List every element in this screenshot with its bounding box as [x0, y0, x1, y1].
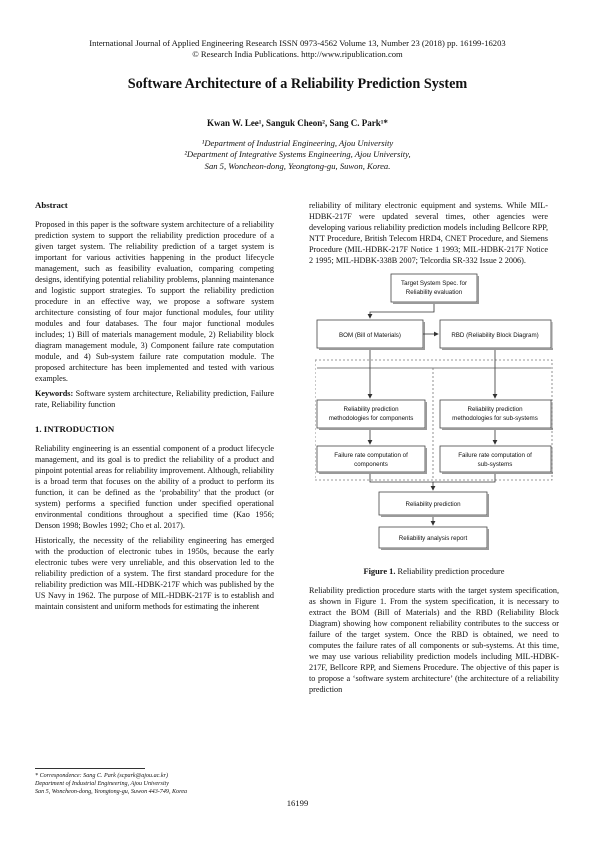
affiliations: [40, 138, 555, 172]
box-fr-components: [317, 446, 425, 472]
abstract-heading: Abstract: [35, 200, 68, 210]
label-fr-sub-1: Failure rate computation of: [458, 452, 532, 459]
figure-caption: [309, 567, 559, 576]
label-report: Reliability analysis report: [398, 535, 468, 542]
keywords-text: Software system architecture, Reliability prediction, Failure rate, Reliability function: [35, 389, 274, 409]
label-spec-1: Target System Spec. for: [400, 280, 468, 287]
journal-header-line1: International Journal of Applied Engineering Research ISSN 0973-4562 Volume 13, Number 23 (2018) pp. 16199-16203: [89, 38, 506, 48]
label-spec-2: Reliability evaluation: [405, 289, 463, 296]
left-column: [35, 200, 274, 612]
intro-paragraph-2: Historically, the necessity of the reliability engineering has emerged with the production of electronic tubes in 1950s, because the early electronic tubes were very unreliable, and this observation led to the reliability prediction of a system. The first standard procedure for the reliability prediction was MIL-HDBK-217F which was published by the US Navy in 1962. The purpose of MIL-HDBK-217F is to establish and maintain consistent and uniform methods for estimating the inherent: [35, 536, 274, 611]
figure-caption-label: Figure 1.: [363, 567, 396, 576]
footnote-line2: Department of Industrial Engineering, Ajou University: [35, 781, 169, 788]
footnote-line1: * Correspondence: Sang C. Park (scpark@ajou.ac.kr): [35, 773, 168, 779]
right-column-bottom: [309, 585, 559, 695]
right-column: [309, 200, 548, 266]
label-method-comp-1: Reliability prediction: [343, 406, 399, 413]
right-bottom-paragraph: Reliability prediction procedure starts with the target system specification, as shown in Figure 1. From the system specification, it is necessary to extract the BOM (Bill of Materials) and the RBD (Reliability Block Diagram) showing how component reliability contributes to the success or failure of the target system. Once the RBD is obtained, we need to computes the failure rates of all components or sub-systems. At this time, we may use various reliability prediction models including MIL-HDBK-217F, Bellcore RPP, and Siemens Procedure. The objective of this paper is to propose a ‘software system architecture’ (the architecture of a reliability prediction: [309, 586, 559, 694]
introduction-heading: 1. INTRODUCTION: [35, 424, 115, 434]
label-rbd: RBD (Reliability Block Diagram): [451, 332, 539, 339]
affiliation-3: San 5, Woncheon-dong, Yeongtong-gu, Suwon, Korea.: [204, 160, 391, 171]
affiliation-1: ¹Department of Industrial Engineering, Ajou University: [201, 138, 394, 148]
intro-paragraph-1: Reliability engineering is an essential component of a product lifecycle management, and its goal is to predict the reliability of a product and pinpoint potential areas for reliability improvement. Although, reliability is a broad term that focuses on the ability of a product to perform its function, it can be defined as the ‘probability’ that the product (or system) performs a specified function under specified operational environmental conditions throughout a specified time (Kao 1956; Denson 1998; Bowles 1992; Cho et al. 2017).: [35, 444, 274, 530]
label-fr-sub-2: sub-systems: [477, 461, 513, 468]
journal-header: [40, 38, 555, 59]
label-method-sub-1: Reliability prediction: [467, 406, 523, 413]
paper-title: Software Architecture of a Reliability Prediction System: [127, 76, 468, 92]
box-method-subsystems: [440, 400, 551, 428]
affiliation-2: ²Department of Integrative Systems Engineering, Ajou University,: [184, 149, 411, 160]
right-top-paragraph: reliability of military electronic equipment and systems. While MIL-HDBK-217F were updated several times, other agencies were developing various reliability prediction models including Bellcore RPP, NTT Procedure, British Telecom HRD4, CNET Procedure, and Siemens Procedure (MIL-HDBK-217F Notice 1 1993; MIL-HDBK-217F Notice 2 1995; MIL-HDBK-338B 2007; Telcordia SR-332 Issue 2 2006).: [309, 201, 548, 265]
figure-1: [315, 268, 553, 566]
footnote: [35, 772, 295, 797]
box-method-components: [317, 400, 425, 428]
label-method-comp-2: methodologies for components: [328, 415, 414, 422]
label-fr-comp-2: components: [354, 461, 388, 468]
keywords-label: Keywords:: [35, 389, 74, 398]
footnote-line3: San 5, Woncheon-dong, Yeongtong-gu, Suwon 443-749, Korea: [35, 789, 188, 796]
journal-header-line2: © Research India Publications. http://www.ripublication.com: [192, 48, 403, 59]
footnote-rule: [35, 768, 145, 769]
label-method-sub-2: methodologies for sub-systems: [452, 415, 538, 422]
page-number: 16199: [286, 798, 309, 808]
abstract-text: Proposed in this paper is the software system architecture of a reliability prediction system to support the reliability prediction procedure of a given target system. The reliability prediction of a target system is important for various activities happening in the product lifecycle management, such as feasibility evaluation, comparing competing designs, identifying potential reliability problems, planning maintenance and logistic support strategies. To support the reliability prediction procedure in an effective way, we propose a software system architecture consisting of four major functional modules, four utility modules and four databases. The four major functional modules includes; 1) Bill of materials management module, 2) Reliability block diagram management module, 3) Component failure rate computation module, and 4) Sub-system failure rate computation module. The proposed architecture has been implemented and tested with various examples.: [35, 220, 274, 383]
procedure-diagram: [315, 268, 553, 566]
label-bom: BOM (Bill of Materials): [339, 332, 401, 339]
label-fr-comp-1: Failure rate computation of: [334, 452, 408, 459]
box-fr-subsystems: [440, 446, 551, 472]
figure-caption-text: Reliability prediction procedure: [395, 567, 505, 576]
box-target-spec: [391, 274, 477, 302]
keywords: [35, 388, 274, 410]
authors: Kwan W. Lee¹, Sanguk Cheon², Sang C. Park¹*: [207, 118, 388, 128]
label-prediction: Reliability prediction: [405, 501, 461, 508]
